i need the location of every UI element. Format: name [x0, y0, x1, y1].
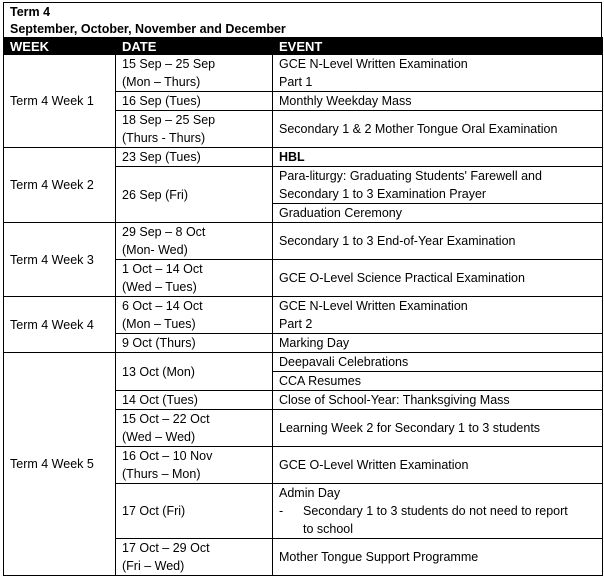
- dash-bullet: -: [279, 504, 284, 518]
- event-cell: GCE O-Level Science Practical Examination: [273, 260, 603, 297]
- term-4-calendar: [3, 2, 602, 573]
- event-cell: Marking Day: [273, 334, 603, 353]
- date-cell: 13 Oct (Mon): [116, 353, 273, 391]
- event-cell: Mother Tongue Support Programme: [273, 539, 603, 576]
- week-cell: Term 4 Week 4: [4, 297, 116, 353]
- event-cell: HBL: [273, 148, 603, 167]
- bullet-item: - Secondary 1 to 3 students do not need to report to school: [279, 504, 568, 536]
- date-cell: 16 Oct – 10 Nov (Thurs – Mon): [116, 447, 273, 484]
- event-cell: GCE N-Level Written Examination Part 2: [273, 297, 603, 334]
- event-cell: Close of School-Year: Thanksgiving Mass: [273, 391, 603, 410]
- event-column-header: EVENT: [273, 38, 603, 55]
- event-cell: Deepavali Celebrations: [273, 353, 603, 372]
- date-cell: 26 Sep (Fri): [116, 167, 273, 223]
- date-cell: 18 Sep – 25 Sep (Thurs - Thurs): [116, 111, 273, 148]
- event-cell: Secondary 1 to 3 End-of-Year Examination: [273, 223, 603, 260]
- event-cell: CCA Resumes: [273, 372, 603, 391]
- event-cell: Learning Week 2 for Secondary 1 to 3 students: [273, 410, 603, 447]
- week-cell: Term 4 Week 3: [4, 223, 116, 297]
- table-row: [4, 297, 603, 334]
- header-row: [4, 38, 603, 55]
- table-heading: [3, 2, 602, 37]
- event-cell: GCE O-Level Written Examination: [273, 447, 603, 484]
- date-cell: 6 Oct – 14 Oct (Mon – Tues): [116, 297, 273, 334]
- week-cell: Term 4 Week 1: [4, 55, 116, 148]
- event-cell: Admin Day - Secondary 1 to 3 students do not need to report to school: [273, 484, 603, 539]
- event-cell: Monthly Weekday Mass: [273, 92, 603, 111]
- week-column-header: WEEK: [4, 38, 116, 55]
- events-table: [3, 37, 603, 576]
- date-cell: 17 Oct (Fri): [116, 484, 273, 539]
- date-cell: 15 Oct – 22 Oct (Wed – Wed): [116, 410, 273, 447]
- event-cell: GCE N-Level Written Examination Part 1: [273, 55, 603, 92]
- table-row: [4, 148, 603, 167]
- week-cell: Term 4 Week 5: [4, 353, 116, 576]
- term-title: Term 4: [10, 5, 51, 19]
- table-row: [4, 223, 603, 260]
- week-cell: Term 4 Week 2: [4, 148, 116, 223]
- event-cell: Para-liturgy: Graduating Students' Farewell and Secondary 1 to 3 Examination Prayer: [273, 167, 603, 204]
- date-cell: 23 Sep (Tues): [116, 148, 273, 167]
- date-cell: 1 Oct – 14 Oct (Wed – Tues): [116, 260, 273, 297]
- date-cell: 15 Sep – 25 Sep (Mon – Thurs): [116, 55, 273, 92]
- table-row: [4, 353, 603, 372]
- date-cell: 16 Sep (Tues): [116, 92, 273, 111]
- date-cell: 9 Oct (Thurs): [116, 334, 273, 353]
- date-cell: 14 Oct (Tues): [116, 391, 273, 410]
- table-row: [4, 55, 603, 92]
- date-column-header: DATE: [116, 38, 273, 55]
- event-cell: Secondary 1 & 2 Mother Tongue Oral Examination: [273, 111, 603, 148]
- date-cell: 29 Sep – 8 Oct (Mon- Wed): [116, 223, 273, 260]
- date-cell: 17 Oct – 29 Oct (Fri – Wed): [116, 539, 273, 576]
- months-subtitle: September, October, November and December: [10, 22, 286, 36]
- event-cell: Graduation Ceremony: [273, 204, 603, 223]
